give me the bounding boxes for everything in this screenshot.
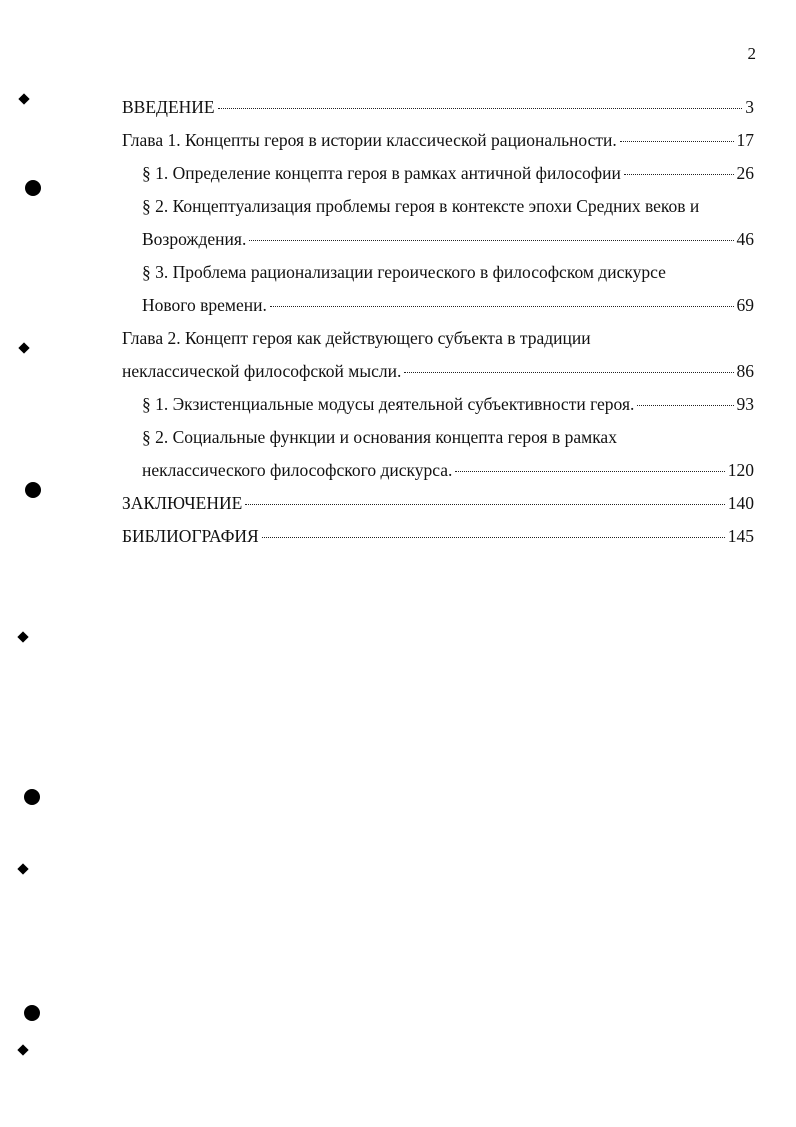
toc-entry-chapter-2	[122, 322, 754, 388]
toc-page-ref: 145	[727, 526, 754, 546]
toc-page-ref: 93	[736, 394, 754, 414]
toc-page-ref: 120	[727, 460, 754, 480]
binding-hole-icon	[24, 789, 40, 805]
toc-entry-title: § 1. Определение концепта героя в рамках античной философии	[142, 163, 621, 183]
toc-entry-title: Глава 1. Концепты героя в истории классической рациональности.	[122, 130, 617, 150]
dot-leader	[245, 504, 724, 505]
toc-entry-introduction	[122, 91, 754, 124]
dot-leader	[270, 306, 734, 307]
toc-entry-title-line-1: § 2. Социальные функции и основания концепта героя в рамках	[142, 427, 617, 447]
toc-entry-title-line-1: Глава 2. Концепт героя как действующего субъекта в традиции	[122, 328, 591, 348]
binding-mark-icon	[17, 631, 28, 642]
toc-entry-title-line-2: неклассического философского дискурса.	[142, 460, 453, 480]
toc-entry-title-line-1: § 3. Проблема рационализации героического в философском дискурсе	[142, 262, 666, 282]
toc-entry-title: ВВЕДЕНИЕ	[122, 97, 215, 117]
toc-page-ref: 86	[736, 361, 754, 381]
toc-entry-title-line-1: § 2. Концептуализация проблемы героя в контексте эпохи Средних веков и	[142, 196, 700, 216]
toc-entry-ch1-section-2	[122, 190, 754, 256]
dot-leader	[262, 537, 725, 538]
binding-mark-icon	[17, 863, 28, 874]
toc-entry-title-line-2: Нового времени.	[142, 295, 267, 315]
dot-leader	[620, 141, 734, 142]
toc-page-ref: 3	[745, 97, 754, 117]
page-number: 2	[747, 44, 756, 63]
binding-mark-icon	[17, 1044, 28, 1055]
toc-page-ref: 46	[736, 229, 754, 249]
toc-entry-title: § 1. Экзистенциальные модусы деятельной субъективности героя.	[142, 394, 635, 414]
toc-entry-title: БИБЛИОГРАФИЯ	[122, 526, 259, 546]
binding-mark-icon	[18, 93, 29, 104]
toc-entry-title: ЗАКЛЮЧЕНИЕ	[122, 493, 243, 513]
toc-entry-ch2-section-1	[122, 388, 754, 421]
dot-leader	[218, 108, 743, 109]
binding-hole-icon	[25, 180, 41, 196]
toc-entry-ch1-section-3	[122, 256, 754, 322]
table-of-contents	[122, 91, 754, 553]
binding-mark-icon	[18, 342, 29, 353]
toc-page-ref: 140	[727, 493, 754, 513]
toc-entry-title-line-2: неклассической философской мысли.	[122, 361, 402, 381]
toc-entry-ch1-section-1	[122, 157, 754, 190]
toc-page-ref: 69	[736, 295, 754, 315]
toc-entry-title-line-2: Возрождения.	[142, 229, 247, 249]
binding-hole-icon	[25, 482, 41, 498]
toc-entry-ch2-section-2	[122, 421, 754, 487]
toc-page-ref: 26	[736, 163, 754, 183]
binding-hole-icon	[24, 1005, 40, 1021]
toc-entry-conclusion	[122, 487, 754, 520]
dot-leader	[455, 471, 724, 472]
dot-leader	[404, 372, 733, 373]
toc-entry-chapter-1	[122, 124, 754, 157]
dot-leader	[637, 405, 733, 406]
toc-page-ref: 17	[736, 130, 754, 150]
toc-entry-bibliography	[122, 520, 754, 553]
dot-leader	[249, 240, 733, 241]
dot-leader	[624, 174, 734, 175]
